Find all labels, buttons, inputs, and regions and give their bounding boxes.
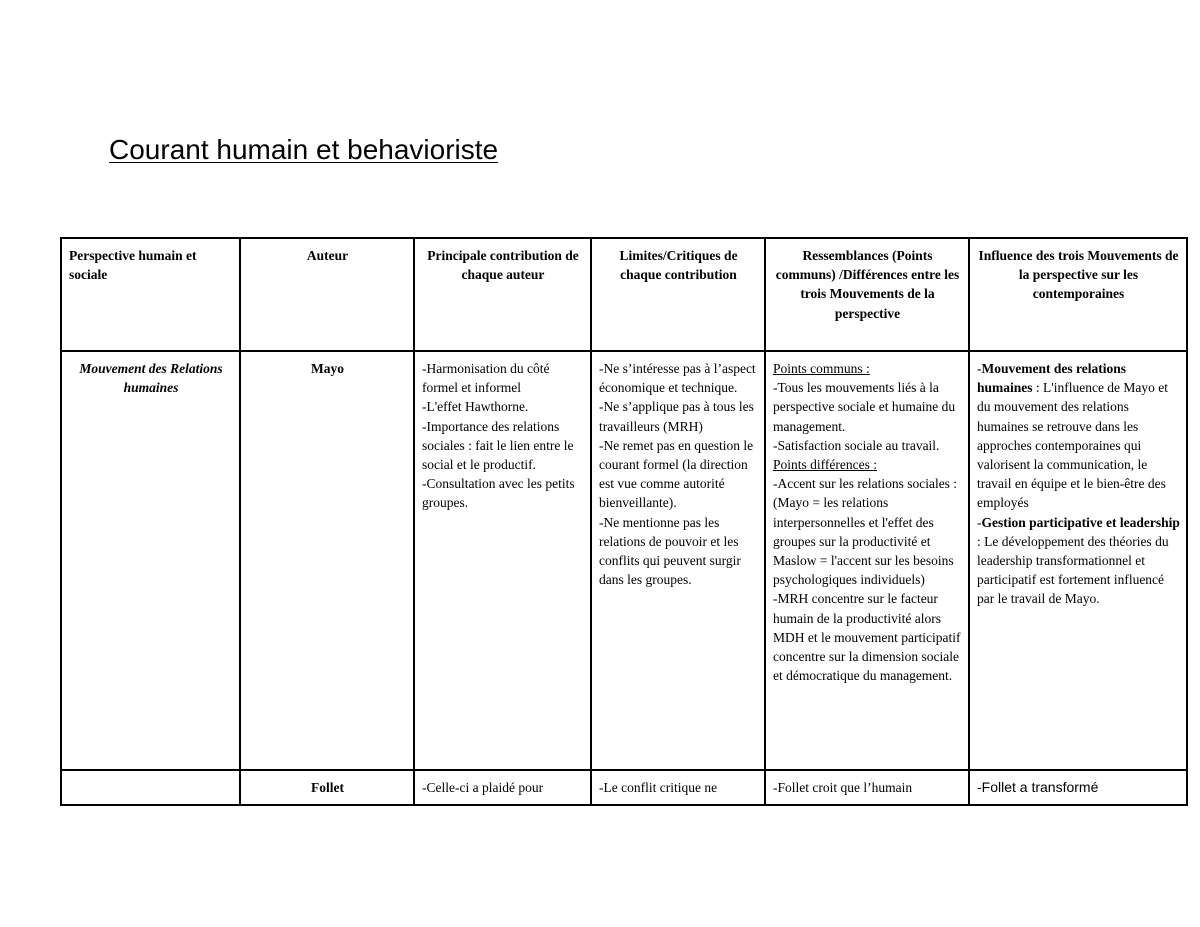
header-limits: Limites/Critiques de chaque contribution (591, 238, 765, 351)
influence-item (977, 513, 1180, 609)
limit-item: -Ne s’intéresse pas à l’aspect économique et technique. (599, 361, 756, 396)
contribution-item: -Celle-ci a plaidé pour (422, 780, 544, 795)
influence-text: : Le développement des théories du leadership transformationnel et participatif est fortement influencé par le travail de Mayo. (977, 533, 1169, 607)
movement-cell (61, 770, 240, 805)
influence-prefix: - (977, 514, 982, 530)
author-name: Mayo (311, 361, 344, 376)
similarities-cell (765, 770, 969, 805)
contribution-item: -Harmonisation du côté formel et informel (422, 361, 550, 396)
header-perspective: Perspective humain et sociale (61, 238, 240, 351)
influence-cell (969, 770, 1187, 805)
header-similarities: Ressemblances (Points communs) /Différences entre les trois Mouvements de la perspective (765, 238, 969, 351)
limit-item: -Ne s’applique pas à tous les travailleurs (MRH) (599, 399, 754, 434)
table-row (61, 770, 1187, 805)
limit-item: -Ne remet pas en question le courant formel (la direction est vue comme autorité bienveillante). (599, 437, 754, 511)
contribution-item: -L'effet Hawthorne. (422, 399, 529, 415)
header-contribution: Principale contribution de chaque auteur (414, 238, 591, 351)
header-author: Auteur (240, 238, 414, 351)
influence-bold: Mouvement des relations humaines (977, 361, 1126, 396)
influence-text: : L'influence de Mayo et du mouvement des relations humaines se retrouve dans les approches contemporaines qui valorisent la communication, le travail en équipe et le bien-être des employés (977, 380, 1169, 511)
contribution-cell (414, 770, 591, 805)
similarities-heading: Points communs : (773, 361, 870, 376)
contribution-item: -Consultation avec les petits groupes. (422, 476, 575, 511)
limits-cell (591, 351, 765, 770)
header-influence: Influence des trois Mouvements de la perspective sur les contemporaines (969, 238, 1187, 351)
author-cell (240, 351, 414, 770)
influence-item (977, 359, 1180, 513)
contribution-cell (414, 351, 591, 770)
limit-item: -Ne mentionne pas les relations de pouvoir et les conflits qui peuvent surgir dans les groupes. (599, 514, 741, 588)
comparison-table (60, 237, 1188, 806)
contribution-item: -Importance des relations sociales : fait le lien entre le social et le productif. (422, 418, 574, 473)
influence-cell (969, 351, 1187, 770)
author-cell (240, 770, 414, 805)
difference-item: -Accent sur les relations sociales : (Mayo = les relations interpersonnelles et l'effet des groupes sur la productivité et Maslow = l'accent sur les besoins psychologiques individuels) (773, 476, 958, 588)
author-name: Follet (311, 780, 344, 795)
similarity-item: -Follet croit que l’humain (773, 780, 913, 795)
limit-item: -Le conflit critique ne (599, 780, 718, 795)
movement-cell: Mouvement des Relations humaines (61, 351, 240, 770)
similarity-item: -Tous les mouvements liés à la perspective sociale et humaine du management. (773, 380, 956, 434)
limits-cell (591, 770, 765, 805)
differences-heading: Points différences : (773, 457, 877, 473)
table-header-row (61, 238, 1187, 351)
influence-prefix: - (977, 361, 982, 376)
difference-item: -MRH concentre sur le facteur humain de la productivité alors MDH et le mouvement participatif concentre sur la dimension sociale et démocratique du management. (773, 591, 961, 684)
influence-item: -Follet a transformé (977, 779, 1099, 795)
similarities-cell (765, 351, 969, 770)
document-title: Courant humain et behavioriste (109, 134, 499, 165)
similarity-item: -Satisfaction sociale au travail. (773, 437, 940, 453)
influence-bold: Gestion participative et leadership (981, 514, 1180, 530)
table-row (61, 351, 1187, 770)
